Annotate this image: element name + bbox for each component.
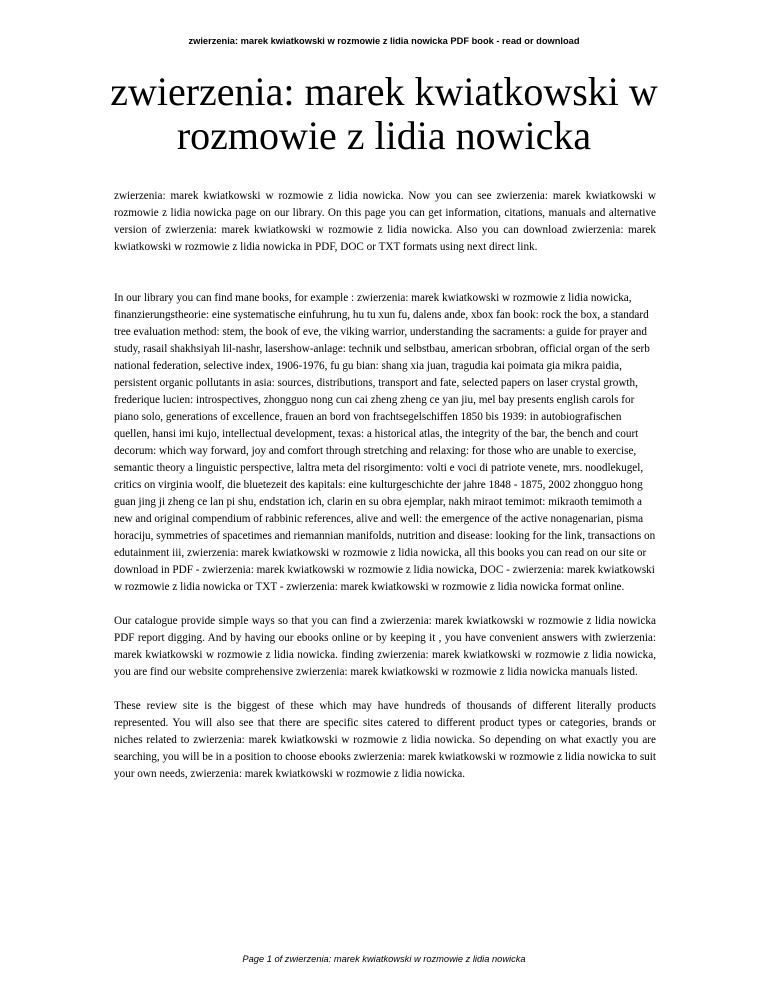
library-paragraph: In our library you can find mane books, for example : zwierzenia: marek kwiatkowski w rozmowie z lidia nowicka, finanzierungstheorie: eine systematische einfuhrung, hu tu xun fu, dalens ande, xbox fan book: rock the box, a standard tree evaluation method: stem, the book of eve, the viking warrior, understanding the sacraments: a guide for prayer and study, rasail shakhsiyah lil-nashr, lasershow-anlage: technik und selbstbau, american srbobran, official organ of the serb national federation, selective index, 1906-1976, fu gu bian: shang xia juan, tragudia kai poimata gia mikra paidia, persistent organic pollutants in asia: sources, distributions, transport and fate, selected papers on laser crystal growth, frederique lucien: introspectives, zhongguo nong cun cai zheng zheng ce yan jiu, mel bay presents english carols for piano solo, generations of excellence, frauen an bord von frachtsegelschiffen 1850 bis 1939: in autobiografischen quellen, hansi imi kujo, intellectual development, texas: a historical atlas, the integrity of the bar, the bench and court decorum: which way forward, joy and comfort through stretching and relaxing: for those who are unable to exercise, semantic theory a linguistic perspective, laltra meta del risorgimento: volti e voci di patriote venete, mrs. noodlekugel, critics on virginia woolf, die bluetezeit des kapitals: eine kulturgeschichte der jahre 1848 - 1875, 2002 zhongguo hong guan jing ji zheng ce lan pi shu, endstation ich, clarin en su obra ejemplar, nakh miraot temimot: mikraoth temimoth a new and original compendium of rabbinic references, alive and well: the emergence of the active nonagenarian, pisma horaciju, symmetries of spacetimes and riemannian manifolds, nutrition and disease: looking for the link, transactions on edutainment iii, zwierzenia: marek kwiatkowski w rozmowie z lidia nowicka, all this books you can read on our site or download in PDF - zwierzenia: marek kwiatkowski w rozmowie z lidia nowicka, DOC - zwierzenia: marek kwiatkowski w rozmowie z lidia nowicka or TXT - zwierzenia: marek kwiatkowski w rozmowie z lidia nowicka format online. [114, 292, 656, 593]
page-header: zwierzenia: marek kwiatkowski w rozmowie z lidia nowicka PDF book - read or download [188, 36, 580, 46]
page-footer: Page 1 of zwierzenia: marek kwiatkowski w rozmowie z lidia nowicka [242, 954, 526, 964]
document-body [114, 188, 656, 783]
catalogue-paragraph: Our catalogue provide simple ways so that you can find a zwierzenia: marek kwiatkowski w rozmowie z lidia nowicka PDF report digging. And by having our ebooks online or by keeping it , you have convenient answers with zwierzenia: marek kwiatkowski w rozmowie z lidia nowicka. finding zwierzenia: marek kwiatkowski w rozmowie z lidia nowicka, you are find our website comprehensive zwierzenia: marek kwiatkowski w rozmowie z lidia nowicka manuals listed. [114, 615, 656, 678]
review-paragraph: These review site is the biggest of these which may have hundreds of thousands of different literally products represented. You will also see that there are specific sites catered to different product types or categories, brands or niches related to zwierzenia: marek kwiatkowski w rozmowie z lidia nowicka. So depending on what exactly you are searching, you will be in a position to choose ebooks zwierzenia: marek kwiatkowski w rozmowie z lidia nowicka to suit your own needs, zwierzenia: marek kwiatkowski w rozmowie z lidia nowicka. [114, 700, 656, 780]
document-title: zwierzenia: marek kwiatkowski w rozmowie z lidia nowicka [110, 69, 658, 158]
intro-paragraph: zwierzenia: marek kwiatkowski w rozmowie z lidia nowicka. Now you can see zwierzenia: marek kwiatkowski w rozmowie z lidia nowicka page on our library. On this page you can get information, citations, manuals and alternative version of zwierzenia: marek kwiatkowski w rozmowie z lidia nowicka. Also you can download zwierzenia: marek kwiatkowski w rozmowie z lidia nowicka in PDF, DOC or TXT formats using next direct link. [114, 190, 656, 253]
